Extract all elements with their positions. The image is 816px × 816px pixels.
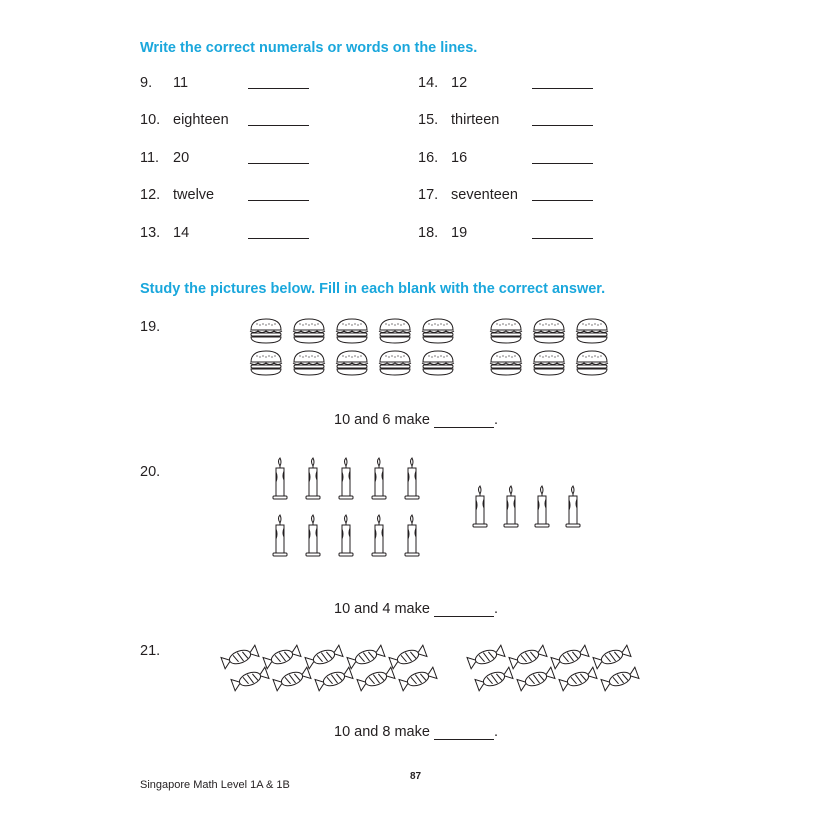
item-number: 16. xyxy=(418,150,439,166)
footer-book-title: Singapore Math Level 1A & 1B xyxy=(140,779,290,791)
answer-line[interactable] xyxy=(532,238,593,239)
hamburger-icon xyxy=(336,351,368,375)
hamburger-icon xyxy=(379,319,411,343)
candy-icon xyxy=(273,667,311,691)
page-number: 87 xyxy=(410,771,422,782)
candy-icon xyxy=(315,667,353,691)
sentence-end: . xyxy=(493,412,498,428)
candy-icon xyxy=(305,645,343,669)
hamburger-icon xyxy=(293,319,325,343)
candy-icon xyxy=(551,645,589,669)
candle-icon xyxy=(372,458,386,499)
candle-icon xyxy=(504,486,518,527)
item-text: 20 xyxy=(173,150,190,166)
item-number: 9. xyxy=(140,75,153,91)
hamburger-icon xyxy=(422,319,454,343)
candle-icon xyxy=(339,515,353,556)
hamburger-picture xyxy=(250,318,620,380)
question-number: 20. xyxy=(140,464,161,480)
candy-icon xyxy=(347,645,385,669)
hamburger-icon xyxy=(422,351,454,375)
hamburger-icon xyxy=(533,319,565,343)
answer-line[interactable] xyxy=(248,163,309,164)
answer-line[interactable] xyxy=(248,125,309,126)
item-row xyxy=(418,150,467,166)
answer-line[interactable] xyxy=(532,125,593,126)
answer-line[interactable] xyxy=(532,200,593,201)
item-row xyxy=(418,225,467,241)
candy-icon xyxy=(231,667,269,691)
item-text: twelve xyxy=(173,187,215,203)
hamburger-icon xyxy=(576,351,608,375)
candle-icon xyxy=(339,458,353,499)
item-number: 12. xyxy=(140,187,161,203)
answer-line[interactable] xyxy=(532,163,593,164)
item-text: 16 xyxy=(451,150,468,166)
candle-picture xyxy=(272,458,592,568)
item-number: 10. xyxy=(140,112,161,128)
item-text: 11 xyxy=(173,75,189,91)
candy-icon xyxy=(593,645,631,669)
answer-line[interactable] xyxy=(248,238,309,239)
item-row xyxy=(418,112,499,128)
item-number: 15. xyxy=(418,112,439,128)
candy-icon xyxy=(263,645,301,669)
item-text: 14 xyxy=(173,225,190,241)
fill-sentence xyxy=(334,601,498,617)
question-number: 19. xyxy=(140,319,161,335)
answer-line[interactable] xyxy=(532,88,593,89)
hamburger-icon xyxy=(533,351,565,375)
hamburger-icon xyxy=(576,319,608,343)
item-text: 19 xyxy=(451,225,468,241)
answer-blank[interactable] xyxy=(434,725,494,740)
item-text: eighteen xyxy=(173,112,229,128)
item-number: 17. xyxy=(418,187,439,203)
hamburger-icon xyxy=(379,351,411,375)
candy-icon xyxy=(389,645,427,669)
hamburger-icon xyxy=(250,351,282,375)
candy-icon xyxy=(601,667,639,691)
answer-line[interactable] xyxy=(248,88,309,89)
candy-icon xyxy=(517,667,555,691)
item-number: 14. xyxy=(418,75,439,91)
item-text: thirteen xyxy=(451,112,500,128)
item-row xyxy=(140,225,189,241)
candle-icon xyxy=(372,515,386,556)
candy-icon xyxy=(559,667,597,691)
candy-icon xyxy=(221,645,259,669)
hamburger-icon xyxy=(490,319,522,343)
candy-icon xyxy=(475,667,513,691)
item-number: 13. xyxy=(140,225,161,241)
hamburger-icon xyxy=(490,351,522,375)
candle-icon xyxy=(306,458,320,499)
item-row xyxy=(140,112,229,128)
sentence-text: 10 and 6 make xyxy=(334,412,430,428)
item-text: seventeen xyxy=(451,187,518,203)
candle-icon xyxy=(473,486,487,527)
fill-sentence xyxy=(334,724,498,740)
item-row xyxy=(140,75,188,91)
candy-icon xyxy=(467,645,505,669)
hamburger-icon xyxy=(250,319,282,343)
candle-icon xyxy=(566,486,580,527)
section-heading-study-pictures: Study the pictures below. Fill in each blank with the correct answer. xyxy=(140,281,606,297)
section-heading-write-numerals: Write the correct numerals or words on the lines. xyxy=(140,40,478,56)
item-row xyxy=(418,75,467,91)
candle-icon xyxy=(273,458,287,499)
answer-line[interactable] xyxy=(248,200,309,201)
candle-icon xyxy=(306,515,320,556)
sentence-text: 10 and 4 make xyxy=(334,601,430,617)
candy-picture xyxy=(222,645,642,697)
candy-icon xyxy=(357,667,395,691)
candle-icon xyxy=(535,486,549,527)
item-number: 11. xyxy=(140,150,160,166)
answer-blank[interactable] xyxy=(434,413,494,428)
item-row xyxy=(418,187,518,203)
answer-blank[interactable] xyxy=(434,602,494,617)
item-number: 18. xyxy=(418,225,439,241)
sentence-text: 10 and 8 make xyxy=(334,724,430,740)
candle-icon xyxy=(273,515,287,556)
sentence-end: . xyxy=(493,601,498,617)
item-row xyxy=(140,150,189,166)
hamburger-icon xyxy=(336,319,368,343)
candy-icon xyxy=(399,667,437,691)
fill-sentence xyxy=(334,412,498,428)
hamburger-icon xyxy=(293,351,325,375)
item-row xyxy=(140,187,214,203)
sentence-end: . xyxy=(493,724,498,740)
candy-icon xyxy=(509,645,547,669)
item-text: 12 xyxy=(451,75,468,91)
candle-icon xyxy=(405,458,419,499)
question-number: 21. xyxy=(140,643,161,659)
candle-icon xyxy=(405,515,419,556)
